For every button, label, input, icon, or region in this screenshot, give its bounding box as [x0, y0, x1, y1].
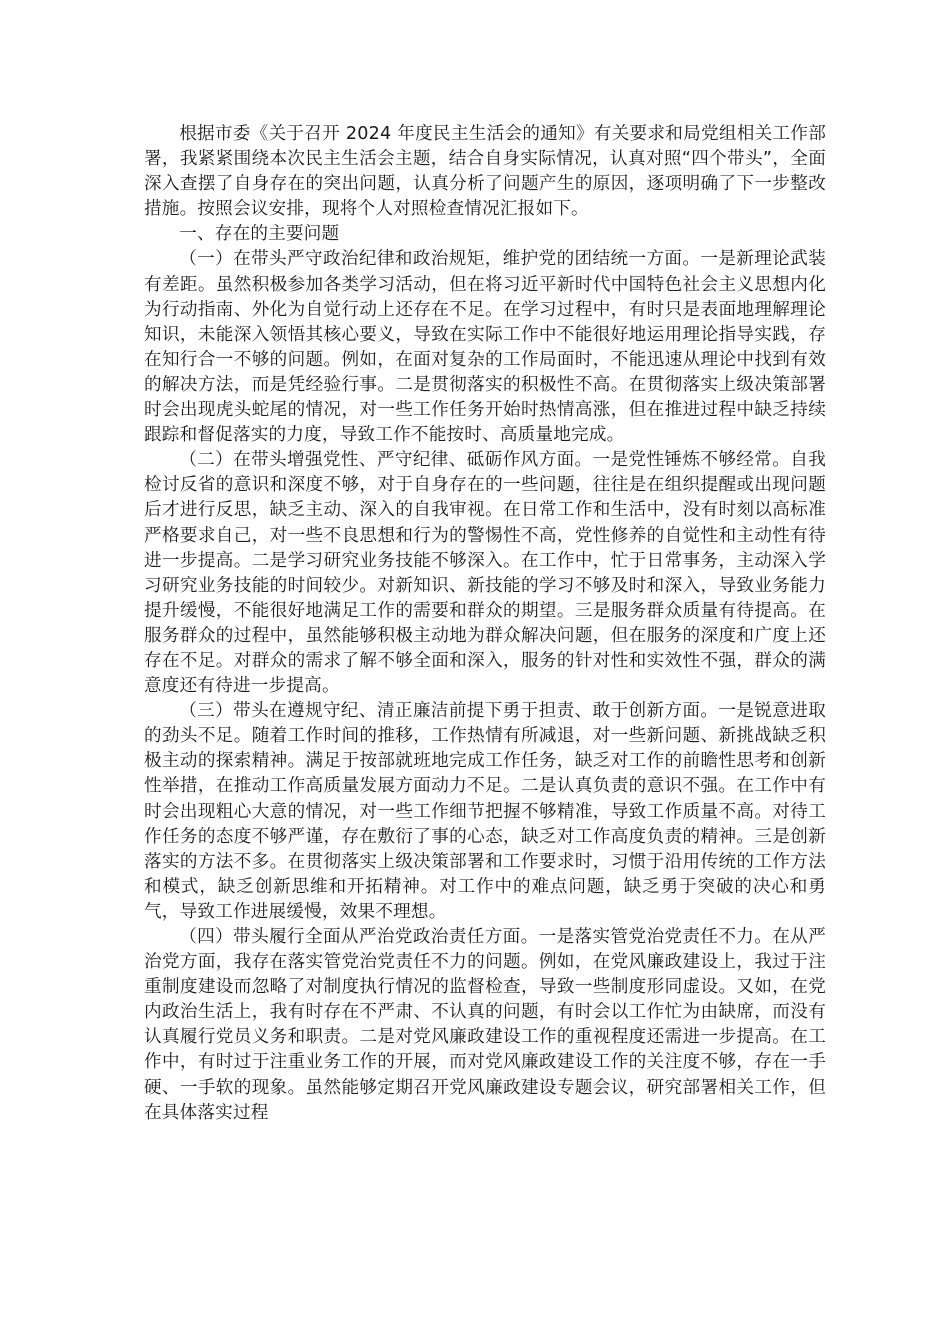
- body-paragraph: （四）带头履行全面从严治党政治责任方面。一是落实管党治党责任不力。在从严治党方面，我存在落实管党治党责任不力的问题。例如，在党风廉政建设上，我过于注重制度建设而忽略了对制度执行情况的监督检查，导致一些制度形同虚设。又如，在党内政治生活上，我有时存在不严肃、不认真的问题，有时会以工作忙为由缺席，而没有认真履行党员义务和职责。二是对党风廉政建设工作的重视程度还需进一步提高。在工作中，有时过于注重业务工作的开展，而对党风廉政建设工作的关注度不够，存在一手硬、一手软的现象。虽然能够定期召开党风廉政建设专题会议，研究部署相关工作，但在具体落实过程: [144, 927, 826, 1123]
- body-paragraph: （二）在带头增强党性、严守纪律、砥砺作风方面。一是党性锤炼不够经常。自我检讨反省的意识和深度不够，对于自身存在的一些问题，往往是在组织提醒或出现问题后才进行反思，缺乏主动、深入的自我审视。在日常工作和生活中，没有时刻以高标准严格要求自己，对一些不良思想和行为的警惕性不高，党性修养的自觉性和主动性有待进一步提高。二是学习研究业务技能不够深入。在工作中，忙于日常事务，主动深入学习研究业务技能的时间较少。对新知识、新技能的学习不够及时和深入，导致业务能力提升缓慢，不能很好地满足工作的需要和群众的期望。三是服务群众质量有待提高。在服务群众的过程中，虽然能够积极主动地为群众解决问题，但在服务的深度和广度上还存在不足。对群众的需求了解不够全面和深入，服务的针对性和实效性不强，群众的满意度还有待进一步提高。: [144, 450, 826, 697]
- body-paragraph: （一）在带头严守政治纪律和政治规矩，维护党的团结统一方面。一是新理论武装有差距。虽然积极参加各类学习活动，但在将习近平新时代中国特色社会主义思想内化为行动指南、外化为自觉行动上还存在不足。在学习过程中，有时只是表面地理解理论知识，未能深入领悟其核心要义，导致在实际工作中不能很好地运用理论指导实践，存在知行合一不够的问题。例如，在面对复杂的工作局面时，不能迅速从理论中找到有效的解决方法，而是凭经验行事。二是贯彻落实的积极性不高。在贯彻落实上级决策部署时会出现虎头蛇尾的情况，对一些工作任务开始时热情高涨，但在推进过程中缺乏持续跟踪和督促落实的力度，导致工作不能按时、高质量地完成。: [144, 249, 826, 446]
- document-body: [144, 122, 826, 1126]
- section-heading: 一、存在的主要问题: [179, 224, 340, 245]
- intro-paragraph: 根据市委《关于召开 2024 年度民主生活会的通知》有关要求和局党组相关工作部署，我紧紧围绕本次民主生活会主题，结合自身实际情况，认真对照“四个带头”，全面深入查摆了自身存在的突出问题，认真分析了问题产生的原因，逐项明确了下一步整改措施。按照会议安排，现将个人对照检查情况汇报如下。: [144, 124, 826, 220]
- body-paragraph: （三）带头在遵规守纪、清正廉洁前提下勇于担责、敢于创新方面。一是锐意进取的劲头不足。随着工作时间的推移，工作热情有所减退，对一些新问题、新挑战缺乏积极主动的探索精神。满足于按部就班地完成工作任务，缺乏对工作的前瞻性思考和创新性举措，在推动工作高质量发展方面动力不足。二是认真负责的意识不强。在工作中有时会出现粗心大意的情况，对一些工作细节把握不够精准，导致工作质量不高。对待工作任务的态度不够严谨，存在敷衍了事的心态，缺乏对工作高度负责的精神。三是创新落实的方法不多。在贯彻落实上级决策部署和工作要求时，习惯于沿用传统的工作方法和模式，缺乏创新思维和开拓精神。对工作中的难点问题，缺乏勇于突破的决心和勇气，导致工作进展缓慢，效果不理想。: [144, 701, 826, 922]
